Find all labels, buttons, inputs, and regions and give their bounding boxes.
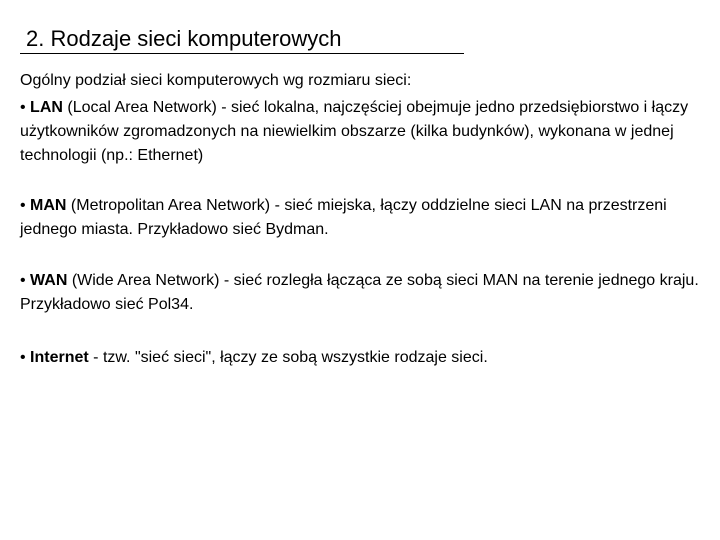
title-underline [20,53,464,54]
term-wan: WAN [30,272,68,289]
intro-text: Ogólny podział sieci komputerowych wg rozmiaru sieci: [20,72,412,89]
description-internet: - tzw. "sieć sieci", łączy ze sobą wszystkie rodzaje sieci. [88,349,488,366]
term-man: MAN [30,197,67,214]
bullet: • [20,197,31,214]
description-wan: (Wide Area Network) - sieć rozległa łącząca ze sobą sieci MAN na terenie jednego kraju. Przykładowo sieć Pol34. [20,272,699,313]
list-item-internet [20,346,710,370]
term-lan: LAN [30,99,63,116]
bullet: • [20,272,31,289]
list-item-wan [20,269,710,317]
bullet: • [20,99,31,116]
description-man: (Metropolitan Area Network) - sieć miejska, łączy oddzielne sieci LAN na przestrzeni jednego miasta. Przykładowo sieć Bydman. [20,197,667,238]
bullet: • [20,349,31,366]
slide-title: 2. Rodzaje sieci komputerowych [26,26,342,51]
description-lan: (Local Area Network) - sieć lokalna, najczęściej obejmuje jedno przedsiębiorstwo i łączy użytkowników zgromadzonych na niewielkim obszarze (kilka budynków), wykonana w jednej technologii (np.: Ethernet) [20,99,689,164]
term-internet: Internet [30,349,89,366]
list-item-man [20,194,710,242]
list-item-lan [20,96,710,168]
